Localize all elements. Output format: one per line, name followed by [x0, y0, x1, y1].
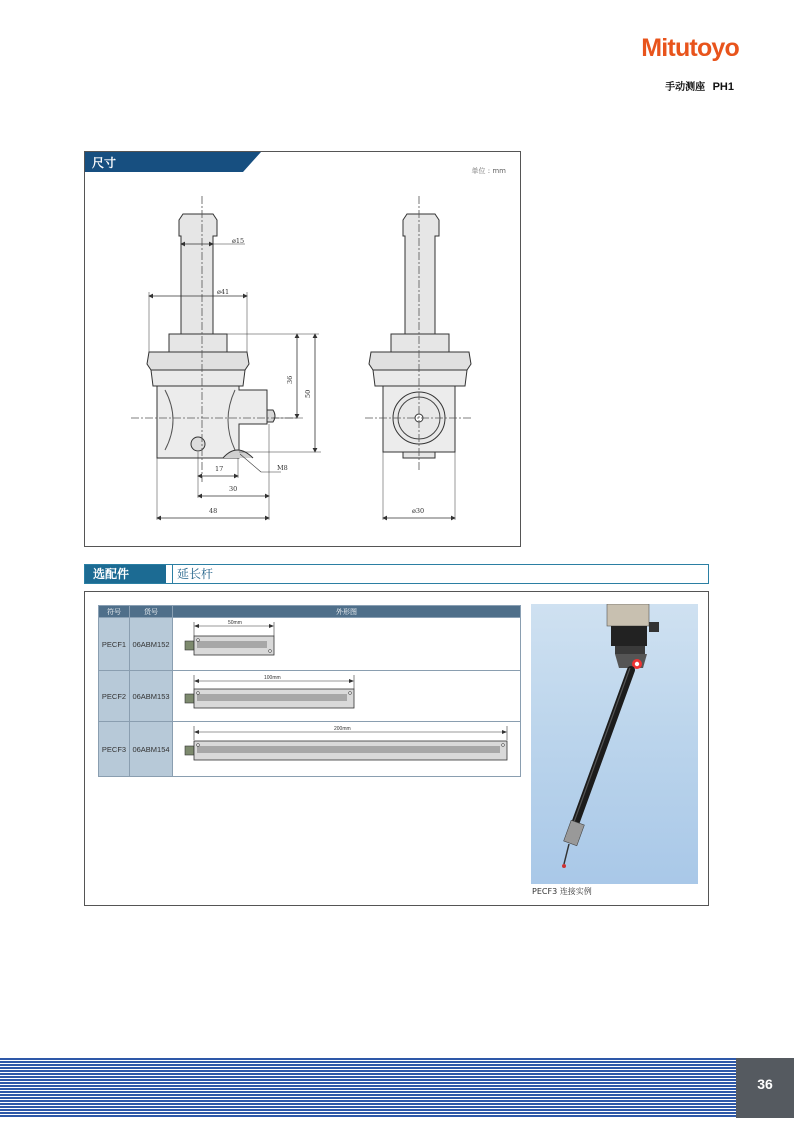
part-no-cell: 06ABM153: [130, 671, 173, 722]
accessories-tab: 选配件: [85, 565, 166, 583]
dim-label-shaft-dia: ø15: [232, 237, 245, 245]
table-row: [99, 671, 521, 722]
extension-rod-200-drawing: [173, 722, 513, 774]
shape-cell: [173, 671, 521, 722]
unit-label: 单位 : mm: [471, 167, 506, 175]
extension-table: [98, 605, 521, 777]
page-subtitle: [665, 78, 734, 93]
section-label: 手动测座: [665, 82, 706, 93]
header-shape: 外形图: [173, 606, 521, 618]
dim-label-height-50: 50: [304, 389, 312, 398]
page-number: 36: [736, 1058, 794, 1118]
table-row: [99, 722, 521, 777]
extension-rod-100-drawing: [173, 671, 513, 719]
dim-label-thread: M8: [277, 464, 288, 472]
symbol-cell: PECF3: [99, 722, 130, 777]
front-view: [131, 196, 321, 520]
dim-label-side-dia: ø30: [412, 507, 425, 515]
model-name: PH1: [712, 81, 734, 93]
dim-label-width-48: 48: [209, 507, 218, 515]
shape-cell: [173, 618, 521, 671]
probe-photo-illustration: [531, 604, 698, 884]
extension-rod-50-drawing: [173, 618, 513, 668]
accessory-section-name: 延长杆: [172, 565, 213, 583]
dim-label-offset-30: 30: [229, 485, 238, 493]
symbol-cell: PECF2: [99, 671, 130, 722]
part-no-cell: 06ABM154: [130, 722, 173, 777]
dimension-drawing: [85, 152, 522, 548]
accessories-panel: [84, 591, 709, 906]
shape-cell: [173, 722, 521, 777]
side-view: [365, 196, 473, 520]
dim-label-height-36: 36: [286, 375, 294, 384]
dimensions-panel: [84, 151, 521, 547]
photo-caption: PECF3 连接实例: [532, 887, 592, 896]
accessories-header: [84, 564, 709, 584]
length-label: 50mm: [228, 620, 242, 626]
header-symbol: 符号: [99, 606, 130, 618]
table-header-row: [99, 606, 521, 618]
footer-stripes: [0, 1058, 736, 1118]
table-row: [99, 618, 521, 671]
brand-logo: Mitutoyo: [641, 34, 739, 62]
dim-label-offset-17: 17: [215, 465, 224, 473]
part-no-cell: 06ABM152: [130, 618, 173, 671]
dimensions-title: 尺寸: [92, 156, 117, 170]
connection-example-photo: [531, 604, 698, 884]
dim-label-head-dia: ø41: [217, 288, 230, 296]
length-label: 200mm: [334, 726, 351, 732]
header-part-no: 货号: [130, 606, 173, 618]
length-label: 100mm: [264, 675, 281, 681]
symbol-cell: PECF1: [99, 618, 130, 671]
